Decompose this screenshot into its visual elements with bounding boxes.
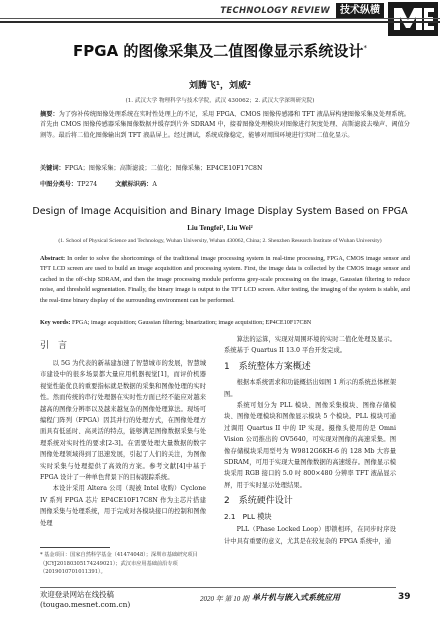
keywords-cn-text: FPGA；图像采集；高斯滤波；二值化；图像采集；EP4CE10F17C8N xyxy=(64,165,263,172)
section-1-heading: 1 系统整体方案概述 xyxy=(224,361,311,372)
abstract-cn xyxy=(40,110,410,141)
affiliation-en: (1. School of Physical Science and Technology, Wuhan University, Wuhan 430062, China; 2. Shenzhen Research Institute of Wuhan University) xyxy=(58,238,382,244)
keywords-en-label: Key words: xyxy=(40,319,71,326)
keywords-en xyxy=(40,318,410,328)
page-number: 39 xyxy=(398,592,411,602)
footer-rule xyxy=(40,587,396,588)
article-title xyxy=(0,40,440,61)
affiliation: (1. 武汉大学 物理科学与技术学院，武汉 430062；2. 武汉大学深圳研究院) xyxy=(125,98,315,104)
footnote-rule xyxy=(40,547,110,548)
keywords-en-text: FPGA; image acquisition; Gaussian filtering; binarization; image acquisition; EP4CE10F17C8N xyxy=(71,319,312,326)
keywords-cn xyxy=(40,164,410,174)
abstract-cn-text: 为了弥补传统图像处理系统在实时性处理上的不足，采用 FPGA、CMOS 图像传感器和 TFT 液晶屏构建图像采集及处理系统。首先由 CMOS 图像传感器采集图像数据并缓存到片外 SDRAM 中，接着图像处理模块对图像进行灰度处理、高斯滤波去噪声、阈值分割等。最后将二值化图像输出到 TFT 液晶屏上。经过测试，系统成像稳定，能够对周围环境进行实时二值化显示。 xyxy=(40,111,410,139)
abstract-cn-label: 摘要： xyxy=(40,111,59,118)
abstract-en-label: Abstract: xyxy=(40,255,66,262)
header-rule-thick xyxy=(0,21,440,23)
footer-site-url[interactable]: (tougao.mesnet.com.cn) xyxy=(40,600,131,609)
clc-value: TP274 xyxy=(77,181,98,188)
footer-journal-name: 单片机与嵌入式系统应用 xyxy=(252,592,340,602)
section-2-heading: 2 系统硬件设计 xyxy=(224,496,293,507)
section-2-1-paragraph-1: PLL（Phase Locked Loop）即锁相环，在同步时序设计中具有重要的意义，尤其是在较复杂的 FPGA 系统中，通 xyxy=(224,526,396,545)
authors-en: Liu Tengfei¹, Liu Wei² xyxy=(187,224,253,232)
doc-code-label: 文献标识码： xyxy=(115,181,153,188)
abstract-en xyxy=(40,254,410,306)
footer-issue: 2020 年 第 10 期 xyxy=(200,595,249,603)
right-paragraph-0: 算法的运算，实现对周围环境的实时二值化处理及显示。系统基于 Quartus II 13.0 平台开发完成。 xyxy=(224,336,396,355)
intro-heading: 引 言 xyxy=(40,341,68,351)
funding-footnote: * 基金项目：国家自然科学基金（41474048）；深圳市基础研究项目（JCYJ20180305174249021）；武汉市应用基础前沿专项（2019010701011391）。 xyxy=(40,552,198,576)
section-label-en: TECHNOLOGY REVIEW xyxy=(220,6,330,16)
footer-submission xyxy=(40,590,130,610)
right-column xyxy=(224,334,396,547)
article-title-text: FPGA 的图像采集及二值图像显示系统设计 xyxy=(73,42,364,60)
clc-label: 中图分类号： xyxy=(40,181,78,188)
title-footnote-mark: * xyxy=(363,44,367,52)
section-1-paragraph-2: 系统可划分为 PLL 模块、图像采集模块、图像存储模块、图像处理模块和图像显示模块 5 个模块。PLL 模块可通过调用 Quartus II 中的 IP 实现。摄像头使用的是 Omni Vision 公司推出的 OV5640，可实现对图像的高速采集。图像存储模块采用型号为 W9812G6KH-6 的 128 Mb 大容量 SDRAM，可用于实现大量图像数据的高速缓存。图像显示模块采用 RGB 接口的 5.0 吋 800×480 分辨率 TFT 液晶显示屏，用于实时显示处理结果。 xyxy=(224,402,396,489)
section-1-paragraph-1: 根据本系统需求和功能概括出如图 1 所示的系统总体框架图。 xyxy=(224,379,396,398)
keywords-cn-label: 关键词： xyxy=(40,165,65,172)
abstract-en-text: In order to solve the shortcomings of the traditional image processing system in real-time processing, FPGA, CMOS image sensor and TFT LCD screen are used to build an image acquisition and processing system. First, the image data is collected by the CMOS image sensor and cached in the off-chip SDRAM, and then the image processing module performs grey-scale processing on the image, Gaussian filtering to reduce noise, and threshold segmentation. Finally, the binary image is output to the TFT LCD screen. After testing, the imaging of the system is stable, and the real-time binary display of the surrounding environment can be performed. xyxy=(40,255,410,304)
article-title-en: Design of Image Acquisition and Binary Image Display System Based on FPGA xyxy=(32,206,408,217)
section-2-1-heading: 2.1 PLL 模块 xyxy=(224,511,272,521)
classification-line xyxy=(40,180,410,190)
intro-paragraph-1: 以 5G 为代表的新基建加速了智慧城市的发展，智慧城市建设中的很多场景都大量应用机器视觉[1]，而评价机器视觉性能优良的重要指标就是数据的采集和图像处理的实时性。然而传统的串行处理器在实时性方面已经不能应对越来越高的图像分辨率以及越来越复杂的图像处理算法。现场可编程门阵列（FPGA）因其并行的处理方式，在图像处理方面具有低延时、高灵活的特点，能够满足图像数据采集与处理系统对实时性的要求[2-3]。在需要处理大量数据的数字图像处理领域得到了迅速发展，引起了人们的关注，为图像实时采集与处理提供了高效的方案。参考文献[4]中基于 FPGA 设计了一种单色背景下的目标跟踪系统。 xyxy=(40,360,206,482)
journal-logo-icon xyxy=(388,2,438,36)
intro-paragraph-2: 本设计采用 Altera 公司（现被 Intel 收购）Cyclone IV 系列 FPGA 芯片 EP4CE10F17C8N 作为主芯片搭建图像采集与处理系统，用于完成对各模块接口的控制和图像处理 xyxy=(40,485,206,527)
header-rule xyxy=(0,18,440,19)
authors: 刘腾飞¹，刘威² xyxy=(189,81,251,91)
footer-site-cn: 欢迎登录网站在线投稿 xyxy=(40,590,114,599)
left-column xyxy=(40,358,206,529)
doc-code-value: A xyxy=(152,181,157,188)
section-label-cn: 技术纵横 xyxy=(336,3,384,18)
